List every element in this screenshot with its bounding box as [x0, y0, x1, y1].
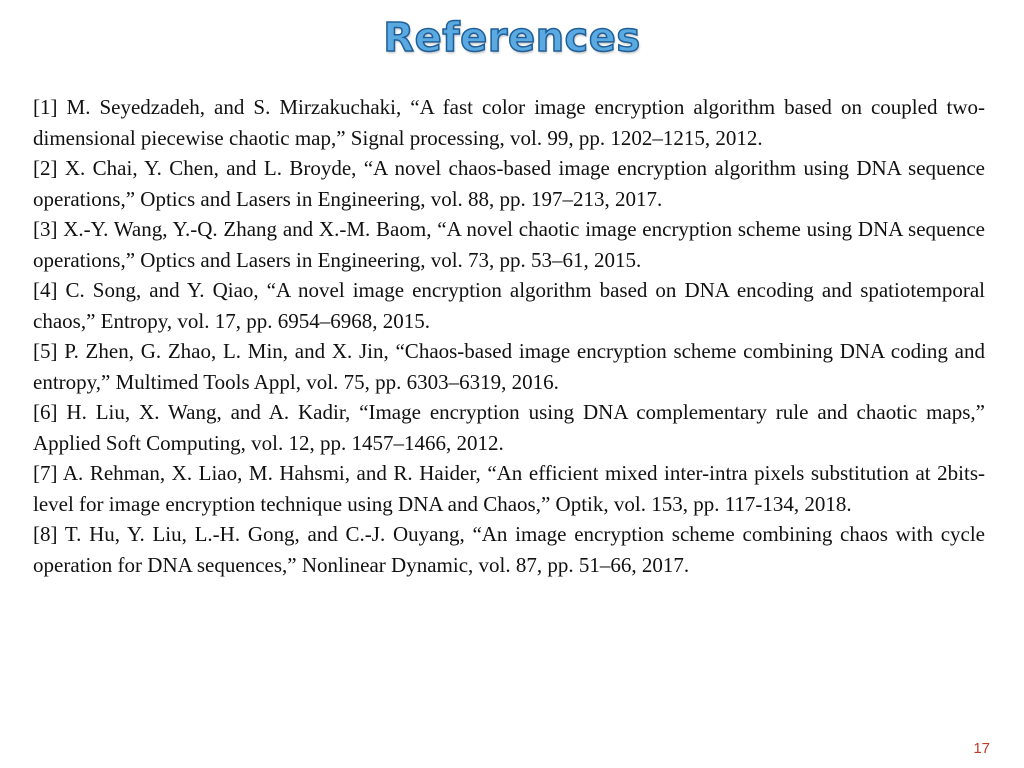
- reference-item-2: [2] X. Chai, Y. Chen, and L. Broyde, “A novel chaos-based image encryption algorithm using DNA sequence operations,” Optics and Lasers in Engineering, vol. 88, pp. 197–213, 2017.: [33, 156, 985, 211]
- reference-item-4: [4] C. Song, and Y. Qiao, “A novel image encryption algorithm based on DNA encoding and spatiotemporal chaos,” Entropy, vol. 17, pp. 6954–6968, 2015.: [33, 278, 985, 333]
- slide-title: References: [383, 15, 641, 61]
- reference-item-7: [7] A. Rehman, X. Liao, M. Hahsmi, and R. Haider, “An efficient mixed inter-intra pixels substitution at 2bits-level for image encryption technique using DNA and Chaos,” Optik, vol. 153, pp. 117-134, 2018.: [33, 461, 985, 516]
- reference-item-3: [3] X.-Y. Wang, Y.-Q. Zhang and X.-M. Baom, “A novel chaotic image encryption scheme using DNA sequence operations,” Optics and Lasers in Engineering, vol. 73, pp. 53–61, 2015.: [33, 217, 985, 272]
- reference-item-1: [1] M. Seyedzadeh, and S. Mirzakuchaki, “A fast color image encryption algorithm based on coupled two-dimensional piecewise chaotic map,” Signal processing, vol. 99, pp. 1202–1215, 2012.: [33, 95, 985, 150]
- reference-item-5: [5] P. Zhen, G. Zhao, L. Min, and X. Jin, “Chaos-based image encryption scheme combining DNA coding and entropy,” Multimed Tools Appl, vol. 75, pp. 6303–6319, 2016.: [33, 339, 985, 394]
- reference-list: [33, 92, 985, 580]
- reference-item-8: [8] T. Hu, Y. Liu, L.-H. Gong, and C.-J. Ouyang, “An image encryption scheme combining chaos with cycle operation for DNA sequences,” Nonlinear Dynamic, vol. 87, pp. 51–66, 2017.: [33, 522, 985, 577]
- page-number: 17: [973, 740, 990, 757]
- reference-item-6: [6] H. Liu, X. Wang, and A. Kadir, “Image encryption using DNA complementary rule and chaotic maps,” Applied Soft Computing, vol. 12, pp. 1457–1466, 2012.: [33, 400, 985, 455]
